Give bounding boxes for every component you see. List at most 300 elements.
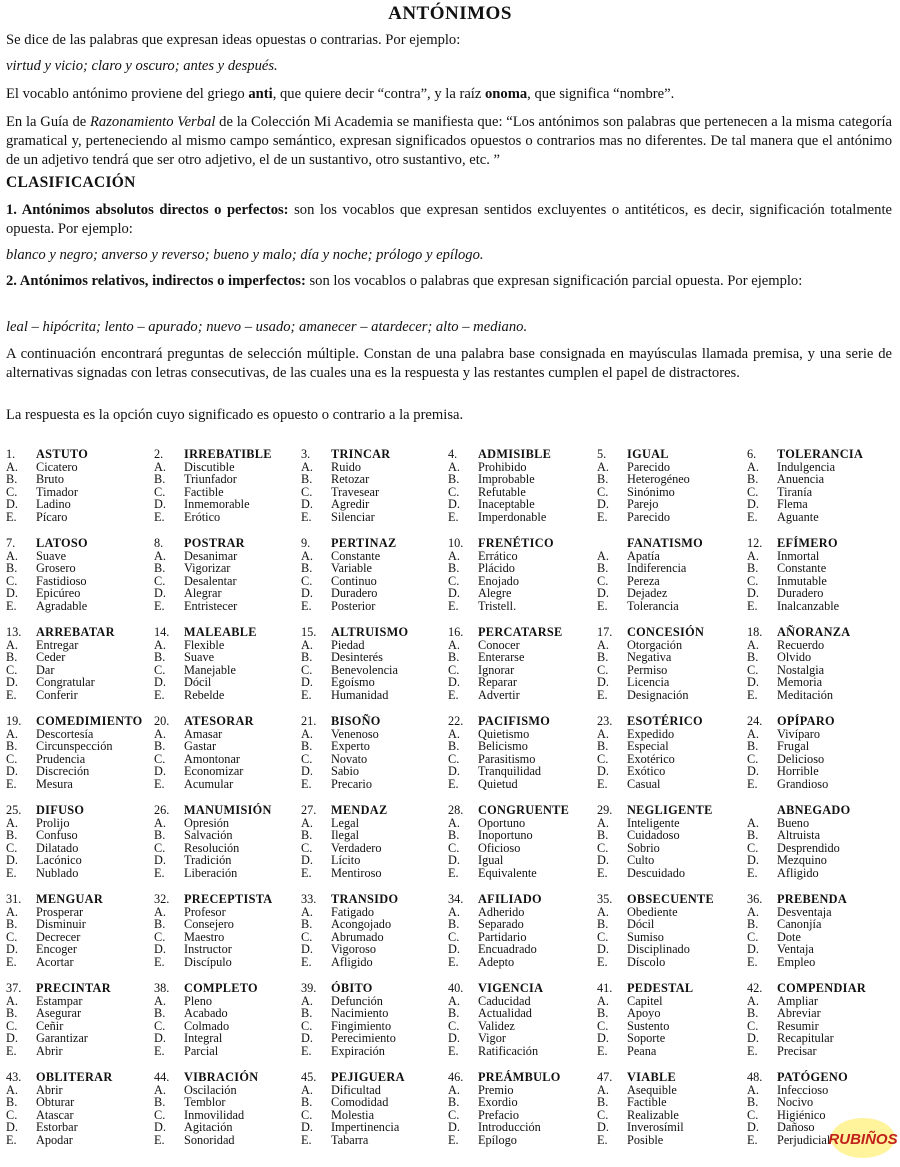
option-text: Expiración [331,1043,385,1058]
answer-option [597,600,749,613]
option-letter: D. [597,942,609,957]
option-text: Maestro [184,929,225,944]
option-text: Enojado [478,573,519,588]
answer-option [747,906,899,919]
option-letter: B. [154,917,166,932]
option-text: Desanimar [184,548,238,563]
option-letter: C. [597,840,609,855]
question-header [597,982,749,995]
option-letter: B. [154,1006,166,1021]
option-letter: C. [301,484,313,499]
option-text: Introducción [478,1120,541,1135]
question-header [301,893,453,906]
option-letter: E. [448,598,459,613]
option-letter: B. [301,828,313,843]
answer-option [448,1096,600,1109]
option-text: Tiranía [777,484,813,499]
option-letter: D. [448,853,460,868]
option-letter: E. [6,865,17,880]
option-letter: B. [154,561,166,576]
answer-option [6,765,158,778]
option-letter: B. [6,828,18,843]
option-text: Retozar [331,472,370,487]
option-text: Manejable [184,662,236,677]
answer-option [448,689,600,702]
option-text: Acumular [184,776,234,791]
option-letter: C. [154,1107,166,1122]
answer-option [6,600,158,613]
option-letter: B. [597,472,609,487]
answer-option [747,931,899,944]
premise-word: PEDESTAL [627,981,694,995]
option-letter: C. [597,929,609,944]
option-letter: B. [597,650,609,665]
option-text: Separado [478,917,524,932]
option-letter: C. [154,662,166,677]
option-letter: E. [154,1132,165,1147]
question-header [6,893,158,906]
option-text: Comodidad [331,1095,389,1110]
option-text: Ceder [36,650,66,665]
answer-option [6,676,158,689]
option-letter: A. [747,726,759,741]
option-letter: B. [301,650,313,665]
option-letter: A. [597,904,609,919]
option-text: Peana [627,1043,657,1058]
option-letter: C. [747,840,759,855]
option-letter: C. [6,662,18,677]
answer-option [448,587,600,600]
answer-option [6,550,158,563]
option-text: Atascar [36,1107,74,1122]
answer-option [6,651,158,664]
option-text: Travesear [331,484,380,499]
option-text: Disminuir [36,917,86,932]
option-text: Vigorizar [184,561,231,576]
answer-option [448,511,600,524]
option-text: Adepto [478,954,515,969]
option-letter: A. [747,459,759,474]
option-letter: A. [301,815,313,830]
question-number: 43. [6,1070,22,1084]
option-letter: E. [154,865,165,880]
option-text: Exótico [627,764,666,779]
answer-option [301,511,453,524]
option-text: Inteligente [627,815,680,830]
question-number: 42. [747,981,763,995]
option-letter: E. [448,1132,459,1147]
answer-option [301,1045,453,1058]
option-letter: B. [6,1006,18,1021]
question-block [448,448,600,524]
question-number: 13. [6,625,22,639]
option-letter: A. [448,1082,460,1097]
option-letter: B. [154,472,166,487]
premise-word: NEGLIGENTE [627,803,713,817]
option-letter: E. [597,598,608,613]
premise-word: VIGENCIA [478,981,544,995]
option-text: Resolución [184,840,240,855]
option-letter: D. [747,675,759,690]
answer-option [597,728,749,741]
option-text: Tristell. [478,598,517,613]
question-number: 1. [6,447,16,461]
option-letter: E. [597,776,608,791]
premise-word: POSTRAR [184,536,245,550]
option-text: Opresión [184,815,230,830]
option-text: Parasitismo [478,751,536,766]
question-number: 24. [747,714,763,728]
option-text: Rebelde [184,687,225,702]
option-letter: E. [6,1132,17,1147]
option-text: Capitel [627,993,663,1008]
question-header [448,893,600,906]
premise-word: PACIFISMO [478,714,551,728]
premise-word: ASTUTO [36,447,89,461]
answer-option [597,486,749,499]
option-letter: E. [448,954,459,969]
question-header [597,537,749,550]
answer-option [301,486,453,499]
answer-option [154,956,306,969]
option-text: Experto [331,739,370,754]
option-letter: A. [154,726,166,741]
answer-option [747,995,899,1008]
option-text: Conferir [36,687,78,702]
option-text: Timador [36,484,78,499]
answer-option [6,689,158,702]
premise-word: TOLERANCIA [777,447,864,461]
option-text: Discreción [36,764,90,779]
option-letter: C. [747,1107,759,1122]
option-text: Estampar [36,993,83,1008]
option-letter: A. [301,548,313,563]
answer-option [6,486,158,499]
option-text: Epicúreo [36,586,81,601]
option-text: Memoria [777,675,823,690]
answer-option [301,587,453,600]
option-text: Refutable [478,484,526,499]
answer-option [301,867,453,880]
option-text: Sonoridad [184,1132,235,1147]
question-number: 46. [448,1070,464,1084]
premise-word: ATESORAR [184,714,254,728]
answer-option [301,918,453,931]
answer-option [154,1096,306,1109]
question-block [448,982,600,1058]
option-letter: E. [301,1132,312,1147]
option-letter: A. [301,637,313,652]
premise-word: DIFUSO [36,803,85,817]
question-number: 36. [747,892,763,906]
question-number: 15. [301,625,317,639]
question-header [154,893,306,906]
option-letter: D. [301,1031,313,1046]
option-letter: D. [747,764,759,779]
option-text: Humanidad [331,687,389,702]
question-number: 37. [6,981,22,995]
option-letter: A. [6,815,18,830]
option-letter: E. [747,509,758,524]
question-header [747,982,899,995]
question-number: 18. [747,625,763,639]
option-letter: B. [301,1006,313,1021]
option-letter: B. [747,1006,759,1021]
option-letter: B. [448,1095,460,1110]
answer-option [154,562,306,575]
answer-option [747,651,899,664]
option-text: Legal [331,815,359,830]
option-text: Salvación [184,828,233,843]
option-letter: D. [6,586,18,601]
answer-option [301,1007,453,1020]
option-letter: E. [747,687,758,702]
option-letter: B. [747,1095,759,1110]
option-text: Colmado [184,1018,230,1033]
question-block [597,715,749,791]
option-text: Liberación [184,865,238,880]
answer-option [6,1032,158,1045]
option-letter: B. [597,828,609,843]
option-letter: A. [154,815,166,830]
option-letter: B. [597,917,609,932]
premise-word: OBSECUENTE [627,892,715,906]
option-text: Ceñir [36,1018,64,1033]
premise-word: AFILIADO [478,892,542,906]
question-block [301,982,453,1058]
option-letter: A. [154,637,166,652]
answer-option [301,562,453,575]
option-text: Alegre [478,586,512,601]
option-text: Duradero [331,586,378,601]
option-letter: E. [6,687,17,702]
option-text: Impertinencia [331,1120,400,1135]
option-text: Sustento [627,1018,670,1033]
question-block [301,804,453,880]
option-letter: D. [301,853,313,868]
question-block [154,893,306,969]
option-letter: B. [597,739,609,754]
question-header [747,893,899,906]
option-letter: E. [154,776,165,791]
relative-antonyms [6,272,892,291]
option-letter: A. [6,637,18,652]
option-letter: A. [597,459,609,474]
option-text: Sobrio [627,840,660,855]
question-header [301,715,453,728]
option-text: Molestia [331,1107,375,1122]
option-letter: D. [154,1120,166,1135]
answer-option [6,867,158,880]
option-letter: A. [448,637,460,652]
option-text: Lacónico [36,853,82,868]
question-block [6,626,158,702]
option-letter: E. [747,865,758,880]
answer-option [597,753,749,766]
option-text: Cicatero [36,459,78,474]
question-number: 22. [448,714,464,728]
option-text: Canonjía [777,917,822,932]
option-letter: E. [747,776,758,791]
option-letter: C. [154,573,166,588]
option-text: Constante [331,548,381,563]
option-letter: D. [301,1120,313,1135]
option-text: Prolijo [36,815,70,830]
option-text: Prudencia [36,751,86,766]
option-text: Suave [184,650,215,665]
option-letter: E. [301,1043,312,1058]
option-letter: C. [6,573,18,588]
option-text: Infeccioso [777,1082,829,1097]
question-block [747,804,899,880]
option-letter: E. [747,954,758,969]
question-number: 23. [597,714,613,728]
option-letter: B. [154,1095,166,1110]
questions-grid [6,448,900,1164]
option-letter: C. [747,573,759,588]
option-letter: D. [597,1031,609,1046]
premise-word: EFÍMERO [777,536,838,550]
option-letter: D. [6,1031,18,1046]
question-number [597,537,627,550]
answer-option [597,689,749,702]
option-text: Perjudicial [777,1132,831,1147]
option-text: Instructor [184,942,232,957]
option-letter: E. [6,776,17,791]
option-text: Mezquino [777,853,827,868]
question-header [6,715,158,728]
option-letter: E. [154,509,165,524]
option-text: Dejadez [627,586,668,601]
option-text: Posible [627,1132,664,1147]
question-number: 5. [597,447,607,461]
question-block [301,893,453,969]
answer-option [448,550,600,563]
option-text: Erótico [184,509,221,524]
question-header [301,448,453,461]
answer-option [6,461,158,474]
answer-option [154,498,306,511]
option-letter: A. [597,637,609,652]
answer-option [154,676,306,689]
option-letter: A. [6,548,18,563]
option-letter: E. [597,1132,608,1147]
option-text: Vigoroso [331,942,377,957]
question-block [448,1071,600,1147]
question-number: 27. [301,803,317,817]
answer-option [747,664,899,677]
answer-option [597,778,749,791]
option-letter: C. [747,929,759,944]
question-number: 6. [747,447,757,461]
option-letter: A. [448,815,460,830]
option-letter: E. [154,598,165,613]
premise-word: ARREBATAR [36,625,115,639]
option-text: Inaceptable [478,497,535,512]
answer-option [6,1045,158,1058]
answer-option [747,778,899,791]
option-text: Gastar [184,739,217,754]
question-number: 10. [448,536,464,550]
question-block [6,448,158,524]
question-block [6,893,158,969]
option-text: Fastidioso [36,573,87,588]
option-letter: B. [448,1006,460,1021]
answer-option [6,817,158,830]
option-text: Conocer [478,637,520,652]
option-letter: D. [6,853,18,868]
answer-option [448,867,600,880]
option-letter: C. [6,840,18,855]
answer-option [747,1032,899,1045]
question-block [6,804,158,880]
question-number [747,804,777,817]
option-text: Lícito [331,853,361,868]
option-letter: B. [301,1095,313,1110]
etymology-post: , que significa “nombre”. [527,86,675,102]
answer-option [747,753,899,766]
question-number: 44. [154,1070,170,1084]
answer-option [747,1045,899,1058]
etymology-onoma: onoma [485,86,528,102]
option-letter: C. [6,929,18,944]
option-text: Ampliar [777,993,818,1008]
answer-option [154,867,306,880]
answer-option [448,1084,600,1097]
option-text: Grandioso [777,776,829,791]
question-block [154,537,306,613]
option-letter: D. [6,942,18,957]
option-letter: E. [6,509,17,524]
option-text: Plácido [478,561,515,576]
absolute-text: son los vocablos que expresan sentidos excluyentes o antitéticos, es decir, significación totalmente opuesta. Por ejemplo: [6,202,892,237]
answer-option [597,918,749,931]
option-text: Parejo [627,497,659,512]
option-text: Delicioso [777,751,825,766]
option-letter: E. [448,776,459,791]
option-letter: C. [6,1107,18,1122]
answer-option [448,664,600,677]
answer-option [597,1045,749,1058]
option-letter: E. [6,1043,17,1058]
question-block [301,537,453,613]
option-text: Sabio [331,764,360,779]
option-text: Flexible [184,637,225,652]
answer-option [6,829,158,842]
option-text: Integral [184,1031,223,1046]
option-letter: C. [597,1018,609,1033]
premise-word: CONCESIÓN [627,625,705,639]
option-text: Agitación [184,1120,233,1135]
option-text: Consejero [184,917,234,932]
option-text: Designación [627,687,689,702]
answer-option [448,1134,600,1147]
option-letter: D. [747,497,759,512]
answer-option [154,995,306,1008]
option-letter: D. [747,942,759,957]
question-block [448,804,600,880]
answer-option [597,1096,749,1109]
answer-option [6,943,158,956]
option-text: Inmutable [777,573,827,588]
answer-option [6,778,158,791]
page-title: ANTÓNIMOS [388,3,512,24]
answer-option [301,956,453,969]
absolute-label: 1. Antónimos absolutos directos o perfectos: [6,202,289,218]
option-text: Resumir [777,1018,819,1033]
option-letter: C. [448,1107,460,1122]
option-letter: D. [597,675,609,690]
